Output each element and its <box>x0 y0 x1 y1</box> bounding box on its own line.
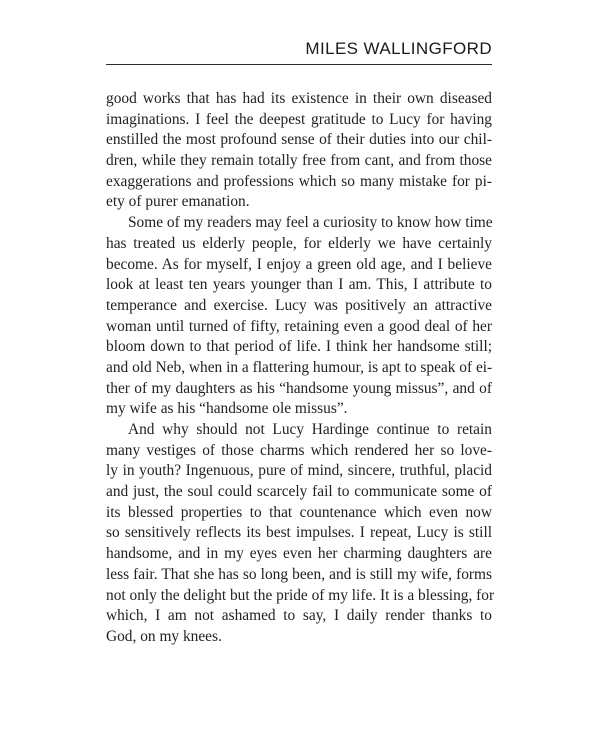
text-line: which, I am not ashamed to say, I daily render thanks to <box>106 607 492 625</box>
text-line: has treated us elderly people, for elderly we have certainly <box>106 234 492 252</box>
text-line: and just, the soul could scarcely fail to communicate some of <box>106 483 492 501</box>
text-line: enstilled the most profound sense of their duties into our chil- <box>106 131 492 149</box>
text-line: and old Neb, when in a flattering humour, is apt to speak of ei- <box>106 358 493 376</box>
text-line: And why should not Lucy Hardinge continue to retain <box>128 421 492 438</box>
text-line: look at least ten years younger than I am. This, I attribute to <box>106 276 492 294</box>
text-line: imaginations. I feel the deepest gratitude to Lucy for having <box>106 110 492 128</box>
text-line: exaggerations and professions which so many mistake for pi- <box>106 172 492 190</box>
text-line: God, on my knees. <box>106 627 222 645</box>
header-rule <box>106 64 492 65</box>
text-line: its blessed properties to that countenance which even now <box>106 503 492 521</box>
text-line: handsome, and in my eyes even her charming daughters are <box>106 545 492 563</box>
text-line: Some of my readers may feel a curiosity to know how time <box>128 214 493 232</box>
text-line: become. As for myself, I enjoy a green old age, and I believe <box>106 255 492 273</box>
text-line: ly in youth? Ingenuous, pure of mind, sincere, truthful, placid <box>106 462 492 480</box>
body-text <box>106 89 495 648</box>
text-line: good works that has had its existence in their own diseased <box>106 90 492 107</box>
text-line: my wife as his “handsome ole missus”. <box>106 400 348 418</box>
text-line: less fair. That she has so long been, and is still my wife, forms <box>106 565 492 583</box>
text-line: ety of purer emanation. <box>106 193 250 211</box>
text-line: temperance and exercise. Lucy was positively an attractive <box>106 296 492 314</box>
text-line: so sensitively reflects its best impulses. I repeat, Lucy is still <box>106 524 492 542</box>
text-line: ther of my daughters as his “handsome young missus”, and of <box>106 379 492 397</box>
running-head-title: MILES WALLINGFORD <box>305 39 492 58</box>
text-line: dren, while they remain totally free from cant, and from those <box>106 152 492 170</box>
text-line: woman until turned of fifty, retaining even a good deal of her <box>106 317 492 335</box>
text-line: bloom down to that period of life. I think her handsome still; <box>106 338 492 356</box>
text-line: not only the delight but the pride of my life. It is a blessing, for <box>106 586 495 604</box>
text-line: many vestiges of those charms which rendered her so love- <box>106 441 492 459</box>
